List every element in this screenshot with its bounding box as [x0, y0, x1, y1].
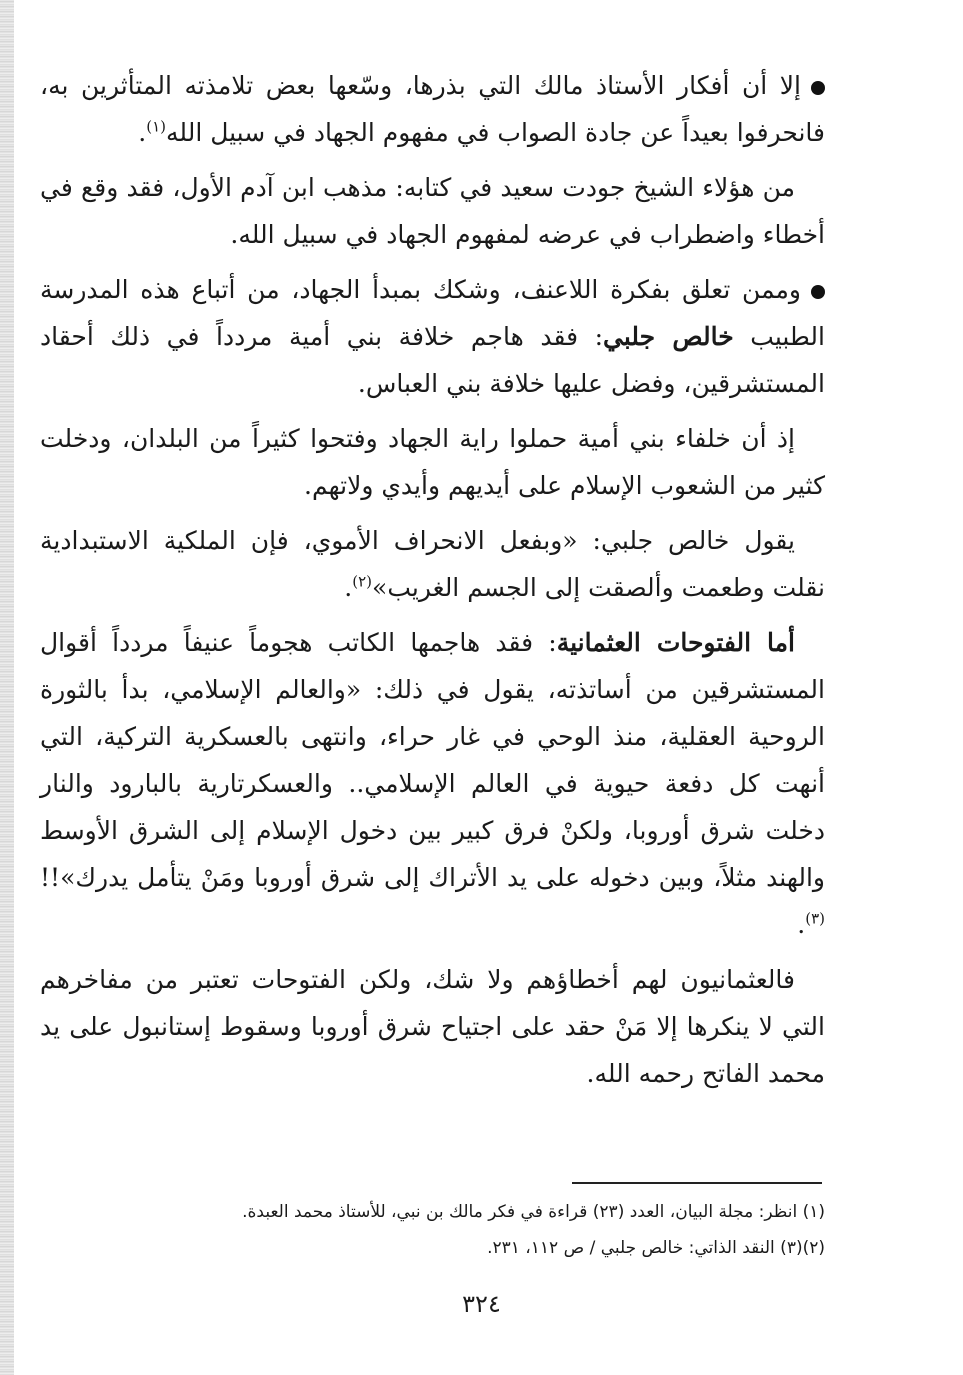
bullet-icon — [811, 81, 825, 95]
page-body — [40, 62, 825, 1105]
footnote-1: (١) انظر: مجلة البيان، العدد (٢٣) قراءة في فكر مالك بن نبي، للأستاذ محمد العبدة. — [242, 1202, 825, 1222]
footnote-ref-1: (١) — [146, 117, 167, 136]
footnotes — [40, 1194, 825, 1266]
paragraph-5-text: يقول خالص جلبي: «وبفعل الانحراف الأموي، فإن الملكية الاستبدادية نقلت وطعمت وألصقت إلى الجسم الغريب» — [40, 526, 825, 602]
page-number: ٣٢٤ — [462, 1290, 501, 1318]
footnote-divider — [572, 1182, 822, 1184]
paragraph-5 — [40, 517, 825, 611]
paragraph-7: فالعثمانيون لهم أخطاؤهم ولا شك، ولكن الفتوحات تعتبر من مفاخرهم التي لا ينكرها إلا مَنْ حقد على اجتياح شرق أوروبا وسقوط إستانبول على يد محمد الفاتح رحمه الله. — [40, 965, 825, 1088]
footnote-2: (٢)(٣) النقد الذاتي: خالص جلبي / ص ١١٢، ٢٣١. — [487, 1238, 825, 1258]
paragraph-5-tail: . — [344, 573, 353, 602]
footnote-ref-3: (٣) — [805, 909, 825, 928]
paragraph-3-after: : فقد هاجم خلافة بني أمية مردداً في ذلك أحقاد المستشرقين، وفضل عليها خلافة بني العباس. — [40, 322, 825, 398]
paragraph-1-tail: . — [138, 118, 147, 147]
page-scan-edge — [0, 0, 14, 1375]
paragraph-6 — [40, 619, 825, 948]
paragraph-6-tail: . — [797, 910, 806, 939]
footnote-ref-2: (٢) — [352, 572, 373, 591]
bullet-icon — [811, 285, 825, 299]
paragraph-1 — [40, 62, 825, 156]
paragraph-1-text: إلا أن أفكار الأستاذ مالك التي بذرها، وسّعها بعض تلامذته المتأثرين به، فانحرفوا بعيداً عن جادة الصواب في مفهوم الجهاد في سبيل الله — [40, 71, 825, 147]
paragraph-6-bold: أما الفتوحات العثمانية — [556, 628, 796, 657]
paragraph-6-after: : فقد هاجمها الكاتب هجوماً عنيفاً مردداً أقوال المستشرقين من أساتذته، يقول في ذلك: «والعالم الإسلامي، بدأ بالثورة الروحية العقلية، منذ الوحي في غار حراء، وانتهى بالعسكرية التركية، التي أنهت كل دفعة حيوية في العالم الإسلامي.. والعسكرتارية بالبارود والنار دخلت شرق أوروبا، ولكنْ فرق كبير بين دخول الإسلام إلى الشرق الأوسط والهند مثلاً، وبين دخوله على يد الأتراك إلى شرق أوروبا ومَنْ يتأمل يدرك»!! — [40, 628, 825, 892]
paragraph-4: إذ أن خلفاء بني أمية حملوا راية الجهاد وفتحوا كثيراً من البلدان، ودخلت كثير من الشعوب الإسلام على أيديهم وأيدي ولاتهم. — [40, 424, 825, 500]
paragraph-2: من هؤلاء الشيخ جودت سعيد في كتابه: مذهب ابن آدم الأول، فقد وقع في أخطاء واضطراب في عرضه لمفهوم الجهاد في سبيل الله. — [40, 173, 825, 249]
paragraph-3-bold: خالص جلبي — [603, 322, 734, 351]
paragraph-3 — [40, 266, 825, 407]
paragraph-3-before: وممن تعلق بفكرة اللاعنف، وشكك بمبدأ الجهاد، من أتباع هذه المدرسة الطبيب — [40, 275, 825, 351]
